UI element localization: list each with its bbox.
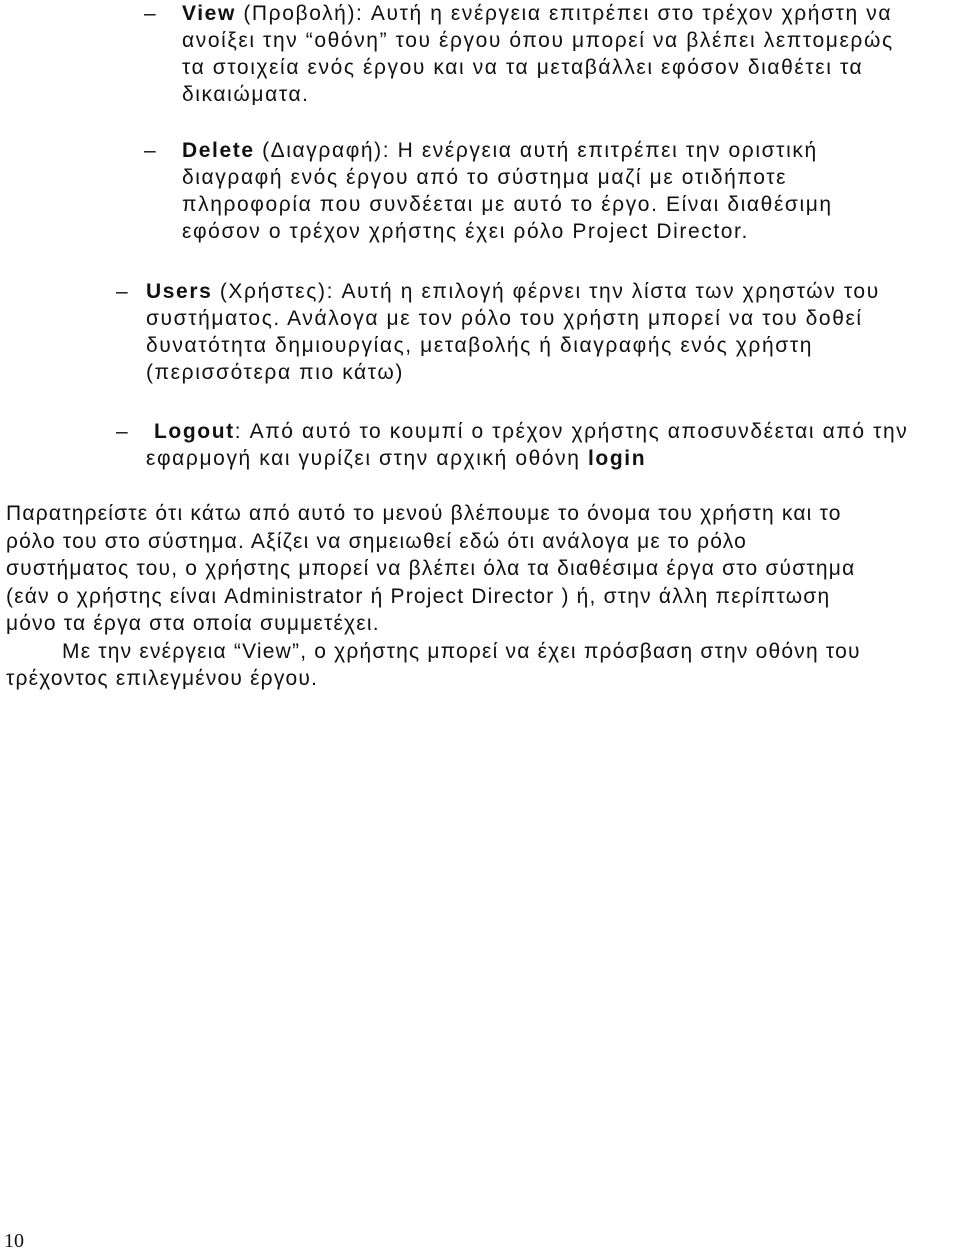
bullet-line: τα στοιχεία ενός έργου και να τα μεταβάλλει εφόσον διαθέτει τα <box>182 56 864 79</box>
bullet-line: εφόσον ο τρέχον χρήστης έχει ρόλο Project Director. <box>182 220 749 243</box>
body-paragraph <box>6 500 952 693</box>
bullet-dash: – <box>144 139 156 162</box>
bullet-line: δυνατότητα δημιουργίας, μεταβολής ή διαγραφής ενός χρήστη <box>146 334 813 357</box>
bullet-dash: – <box>116 280 128 303</box>
term-users: Users <box>146 280 213 303</box>
page-number: 10 <box>4 1230 24 1252</box>
bullet-text: (Προβολή): Αυτή η ενέργεια επιτρέπει στο τρέχον χρήστη να <box>235 2 893 25</box>
paragraph-text: Με την ενέργεια “View”, ο χρήστης μπορεί να έχει πρόσβαση στην οθόνη του <box>62 639 861 663</box>
paragraph-line: τρέχοντος επιλεγμένου έργου. <box>6 667 319 690</box>
bullet-line: (περισσότερα πιο κάτω) <box>146 361 404 384</box>
paragraph-line: μόνο τα έργα στα οποία συμμετέχει. <box>6 612 380 635</box>
bullet-text: : Από αυτό το κουμπί ο τρέχον χρήστης αποσυνδέεται από την <box>234 420 909 443</box>
bullet-text: (Χρήστες): Αυτή η επιλογή φέρνει την λίστα των χρηστών του <box>212 280 880 303</box>
bullet-delete <box>144 137 952 245</box>
term-view: View <box>182 2 236 25</box>
paragraph-line: Παρατηρείστε ότι κάτω από αυτό το μενού βλέπουμε το όνομα του χρήστη και το <box>6 502 842 525</box>
bullet-line: συστήματος. Ανάλογα με τον ρόλο του χρήστη μπορεί να του δοθεί <box>146 307 863 330</box>
bullet-logout <box>116 418 958 472</box>
bullet-line: διαγραφή ενός έργου από το σύστημα μαζί με οτιδήποτε <box>182 166 788 189</box>
bullet-line: ανοίξει την “οθόνη” του έργου όπου μπορεί να βλέπει λεπτομερώς <box>182 29 894 52</box>
bullet-dash: – <box>144 2 156 25</box>
paragraph-line <box>6 638 952 666</box>
bullet-view <box>144 0 952 108</box>
paragraph-line: συστήματος του, ο χρήστης μπορεί να βλέπει όλα τα διαθέσιμα έργα στο σύστημα <box>6 557 856 580</box>
term-logout: Logout <box>154 420 235 443</box>
bullet-line <box>182 137 952 164</box>
bullet-dash: – <box>116 420 128 443</box>
paragraph-line: ρόλο του στο σύστημα. Αξίζει να σημειωθεί εδώ ότι ανάλογα με το ρόλο <box>6 529 747 553</box>
bullet-text: εφαρμογή και γυρίζει στην αρχική οθόνη <box>146 447 588 470</box>
bullet-line <box>182 0 952 27</box>
paragraph-line: (εάν ο χρήστης είναι Administrator ή Project Director ) ή, στην άλλη περίπτωση <box>6 584 831 608</box>
bullet-line <box>146 418 958 445</box>
bullet-text: (Διαγραφή): Η ενέργεια αυτή επιτρέπει την οριστική <box>254 139 818 162</box>
bullet-users <box>116 278 952 386</box>
bullet-line: δικαιώματα. <box>182 83 310 106</box>
bullet-line <box>146 278 952 305</box>
term-delete: Delete <box>182 139 255 162</box>
bullet-line: πληροφορία που συνδέεται με αυτό το έργο. Είναι διαθέσιμη <box>182 193 833 216</box>
term-login: login <box>587 447 647 470</box>
bullet-line <box>146 445 958 472</box>
